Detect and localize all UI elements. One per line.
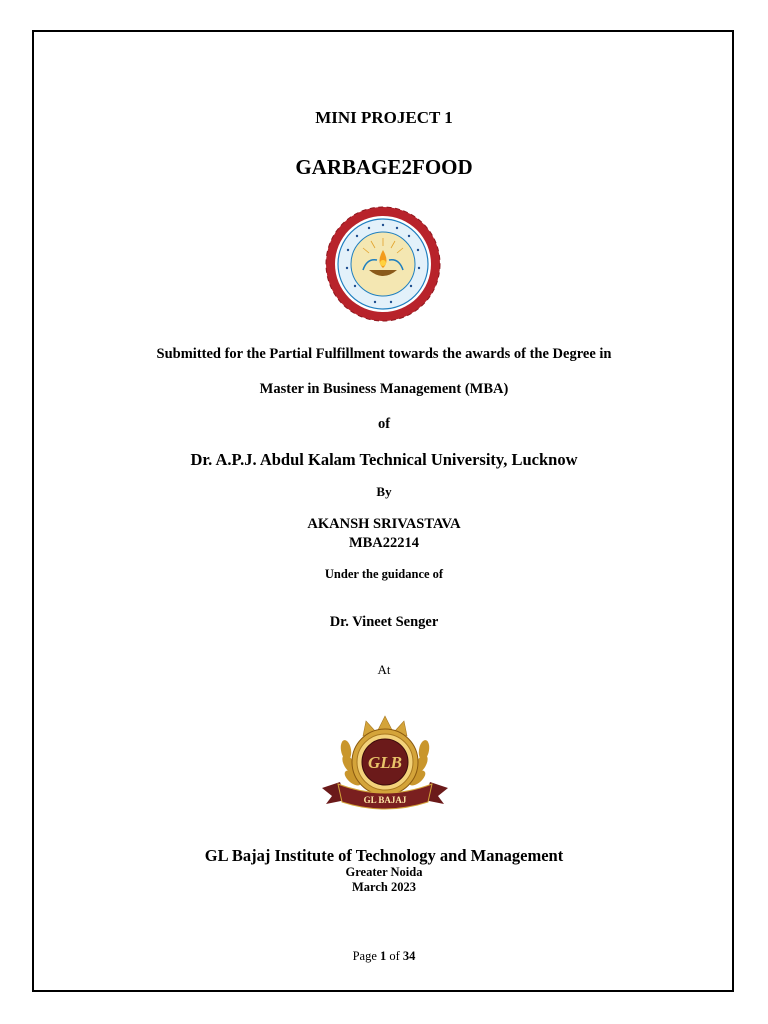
submission-line-1: Submitted for the Partial Fulfillment towards the awards of the Degree in <box>156 346 612 362</box>
page-total: 34 <box>402 949 416 963</box>
document-title: GARBAGE2FOOD <box>295 155 473 179</box>
submission-date: March 2023 <box>352 880 416 894</box>
page-prefix: Page <box>352 949 377 963</box>
guide-name: Dr. Vineet Senger <box>329 614 439 630</box>
author-roll-number: MBA22214 <box>348 535 420 551</box>
gl-emblem-monogram: GLB <box>368 753 402 772</box>
page-number <box>0 949 768 964</box>
project-label: MINI PROJECT 1 <box>315 108 453 127</box>
guidance-label: Under the guidance of <box>324 567 444 581</box>
aktu-seal-icon <box>322 205 444 323</box>
by-label: By <box>376 484 392 499</box>
of-label: of <box>377 416 391 432</box>
page-separator: of <box>389 949 400 963</box>
institute-name: GL Bajaj Institute of Technology and Management <box>204 846 564 865</box>
institute-city: Greater Noida <box>345 865 423 879</box>
author-name: AKANSH SRIVASTAVA <box>307 516 461 532</box>
submission-line-2: Master in Business Management (MBA) <box>259 381 509 397</box>
page-current: 1 <box>380 949 387 963</box>
gl-emblem-ribbon-text: GL BAJAJ <box>363 795 407 805</box>
university-name: Dr. A.P.J. Abdul Kalam Technical University, Lucknow <box>190 450 578 469</box>
at-label: At <box>377 662 391 677</box>
gl-bajaj-emblem-icon <box>316 712 454 812</box>
